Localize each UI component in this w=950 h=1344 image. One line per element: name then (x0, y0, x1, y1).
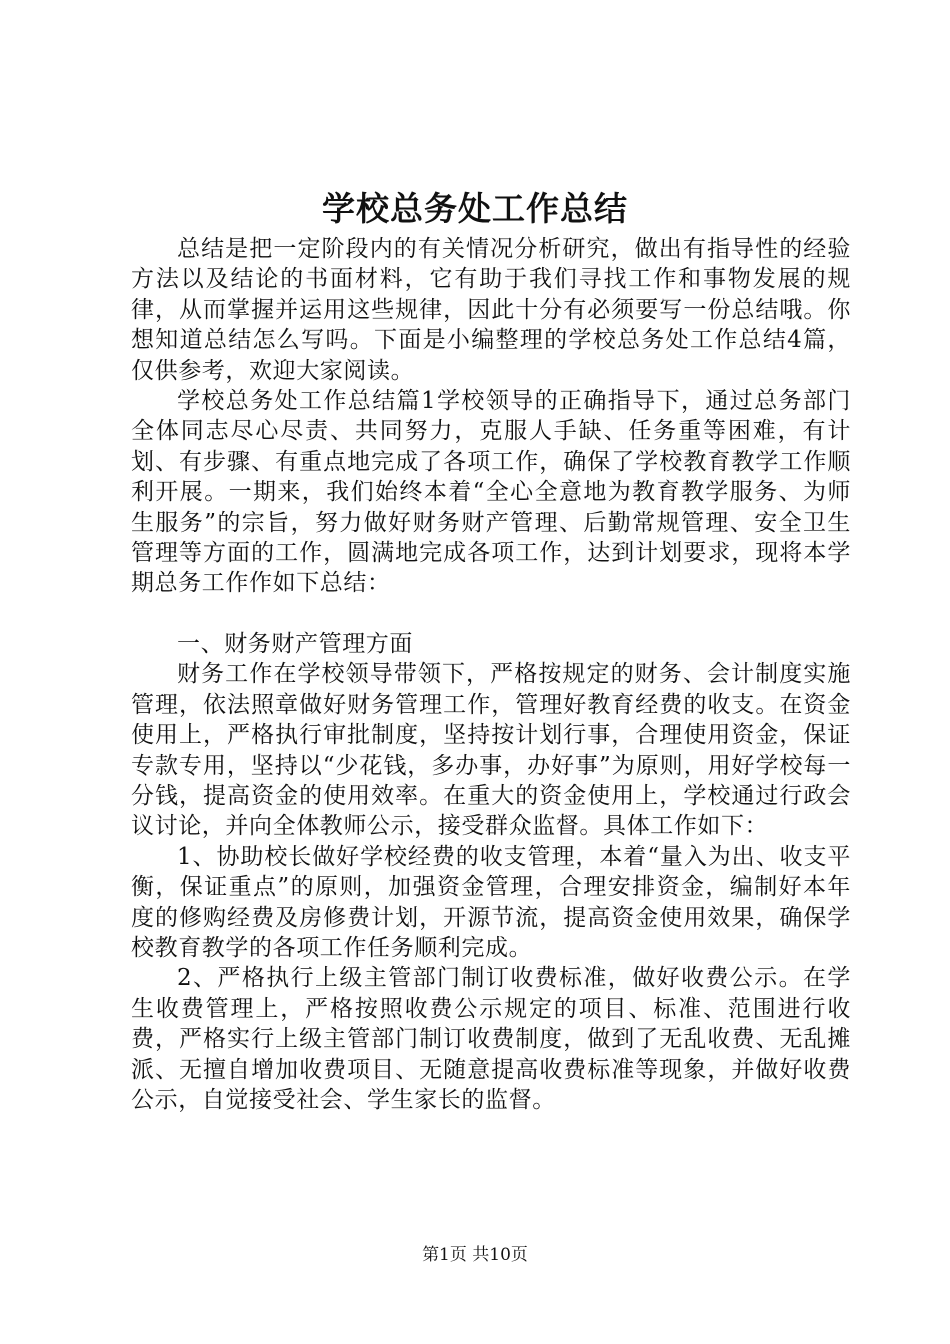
intro-paragraph: 总结是把一定阶段内的有关情况分析研究，做出有指导性的经验方法以及结论的书面材料，它有助于我们寻找工作和事物发展的规律，从而掌握并运用这些规律，因此十分有必须要写一份总结哦。你想知道总结怎么写吗。下面是小编整理的学校总务处工作总结4篇，仅供参考，欢迎大家阅读。 (131, 236, 851, 384)
list-item-1: 1、协助校长做好学校经费的收支管理，本着“量入为出、收支平衡，保证重点”的原则，加强资金管理，合理安排资金，编制好本年度的修购经费及房修费计划，开源节流，提高资金使用效果，确保学校教育教学的各项工作任务顺利完成。 (131, 843, 851, 961)
page-number-footer: 第1页 共10页 (422, 1245, 528, 1265)
summary-paragraph-1: 学校总务处工作总结篇1学校领导的正确指导下，通过总务部门全体同志尽心尽责、共同努力，克服人手缺、任务重等困难，有计划、有步骤、有重点地完成了各项工作，确保了学校教育教学工作顺利开展。一期来，我们始终本着“全心全意地为教育教学服务、为师生服务”的宗旨，努力做好财务财产管理、后勤常规管理、安全卫生管理等方面的工作，圆满地完成各项工作，达到计划要求，现将本学期总务工作作如下总结： (131, 388, 851, 597)
finance-paragraph: 财务工作在学校领导带领下，严格按规定的财务、会计制度实施管理，依法照章做好财务管理工作，管理好教育经费的收支。在资金使用上，严格执行审批制度，坚持按计划行事，合理使用资金，保证专款专用，坚持以“少花钱，多办事，办好事”为原则，用好学校每一分钱，提高资金的使用效率。在重大的资金使用上，学校通过行政会议讨论，并向全体教师公示，接受群众监督。具体工作如下： (131, 661, 851, 840)
document-title: 学校总务处工作总结 (322, 189, 628, 228)
document-body (131, 234, 851, 1115)
section-heading-finance: 一、财务财产管理方面 (177, 630, 413, 657)
list-item-2: 2、严格执行上级主管部门制订收费标准，做好收费公示。在学生收费管理上，严格按照收费公示规定的项目、标准、范围进行收费，严格实行上级主管部门制订收费制度，做到了无乱收费、无乱摊派、无擅自增加收费项目、无随意提高收费标准等现象，并做好收费公示，自觉接受社会、学生家长的监督。 (131, 965, 851, 1113)
